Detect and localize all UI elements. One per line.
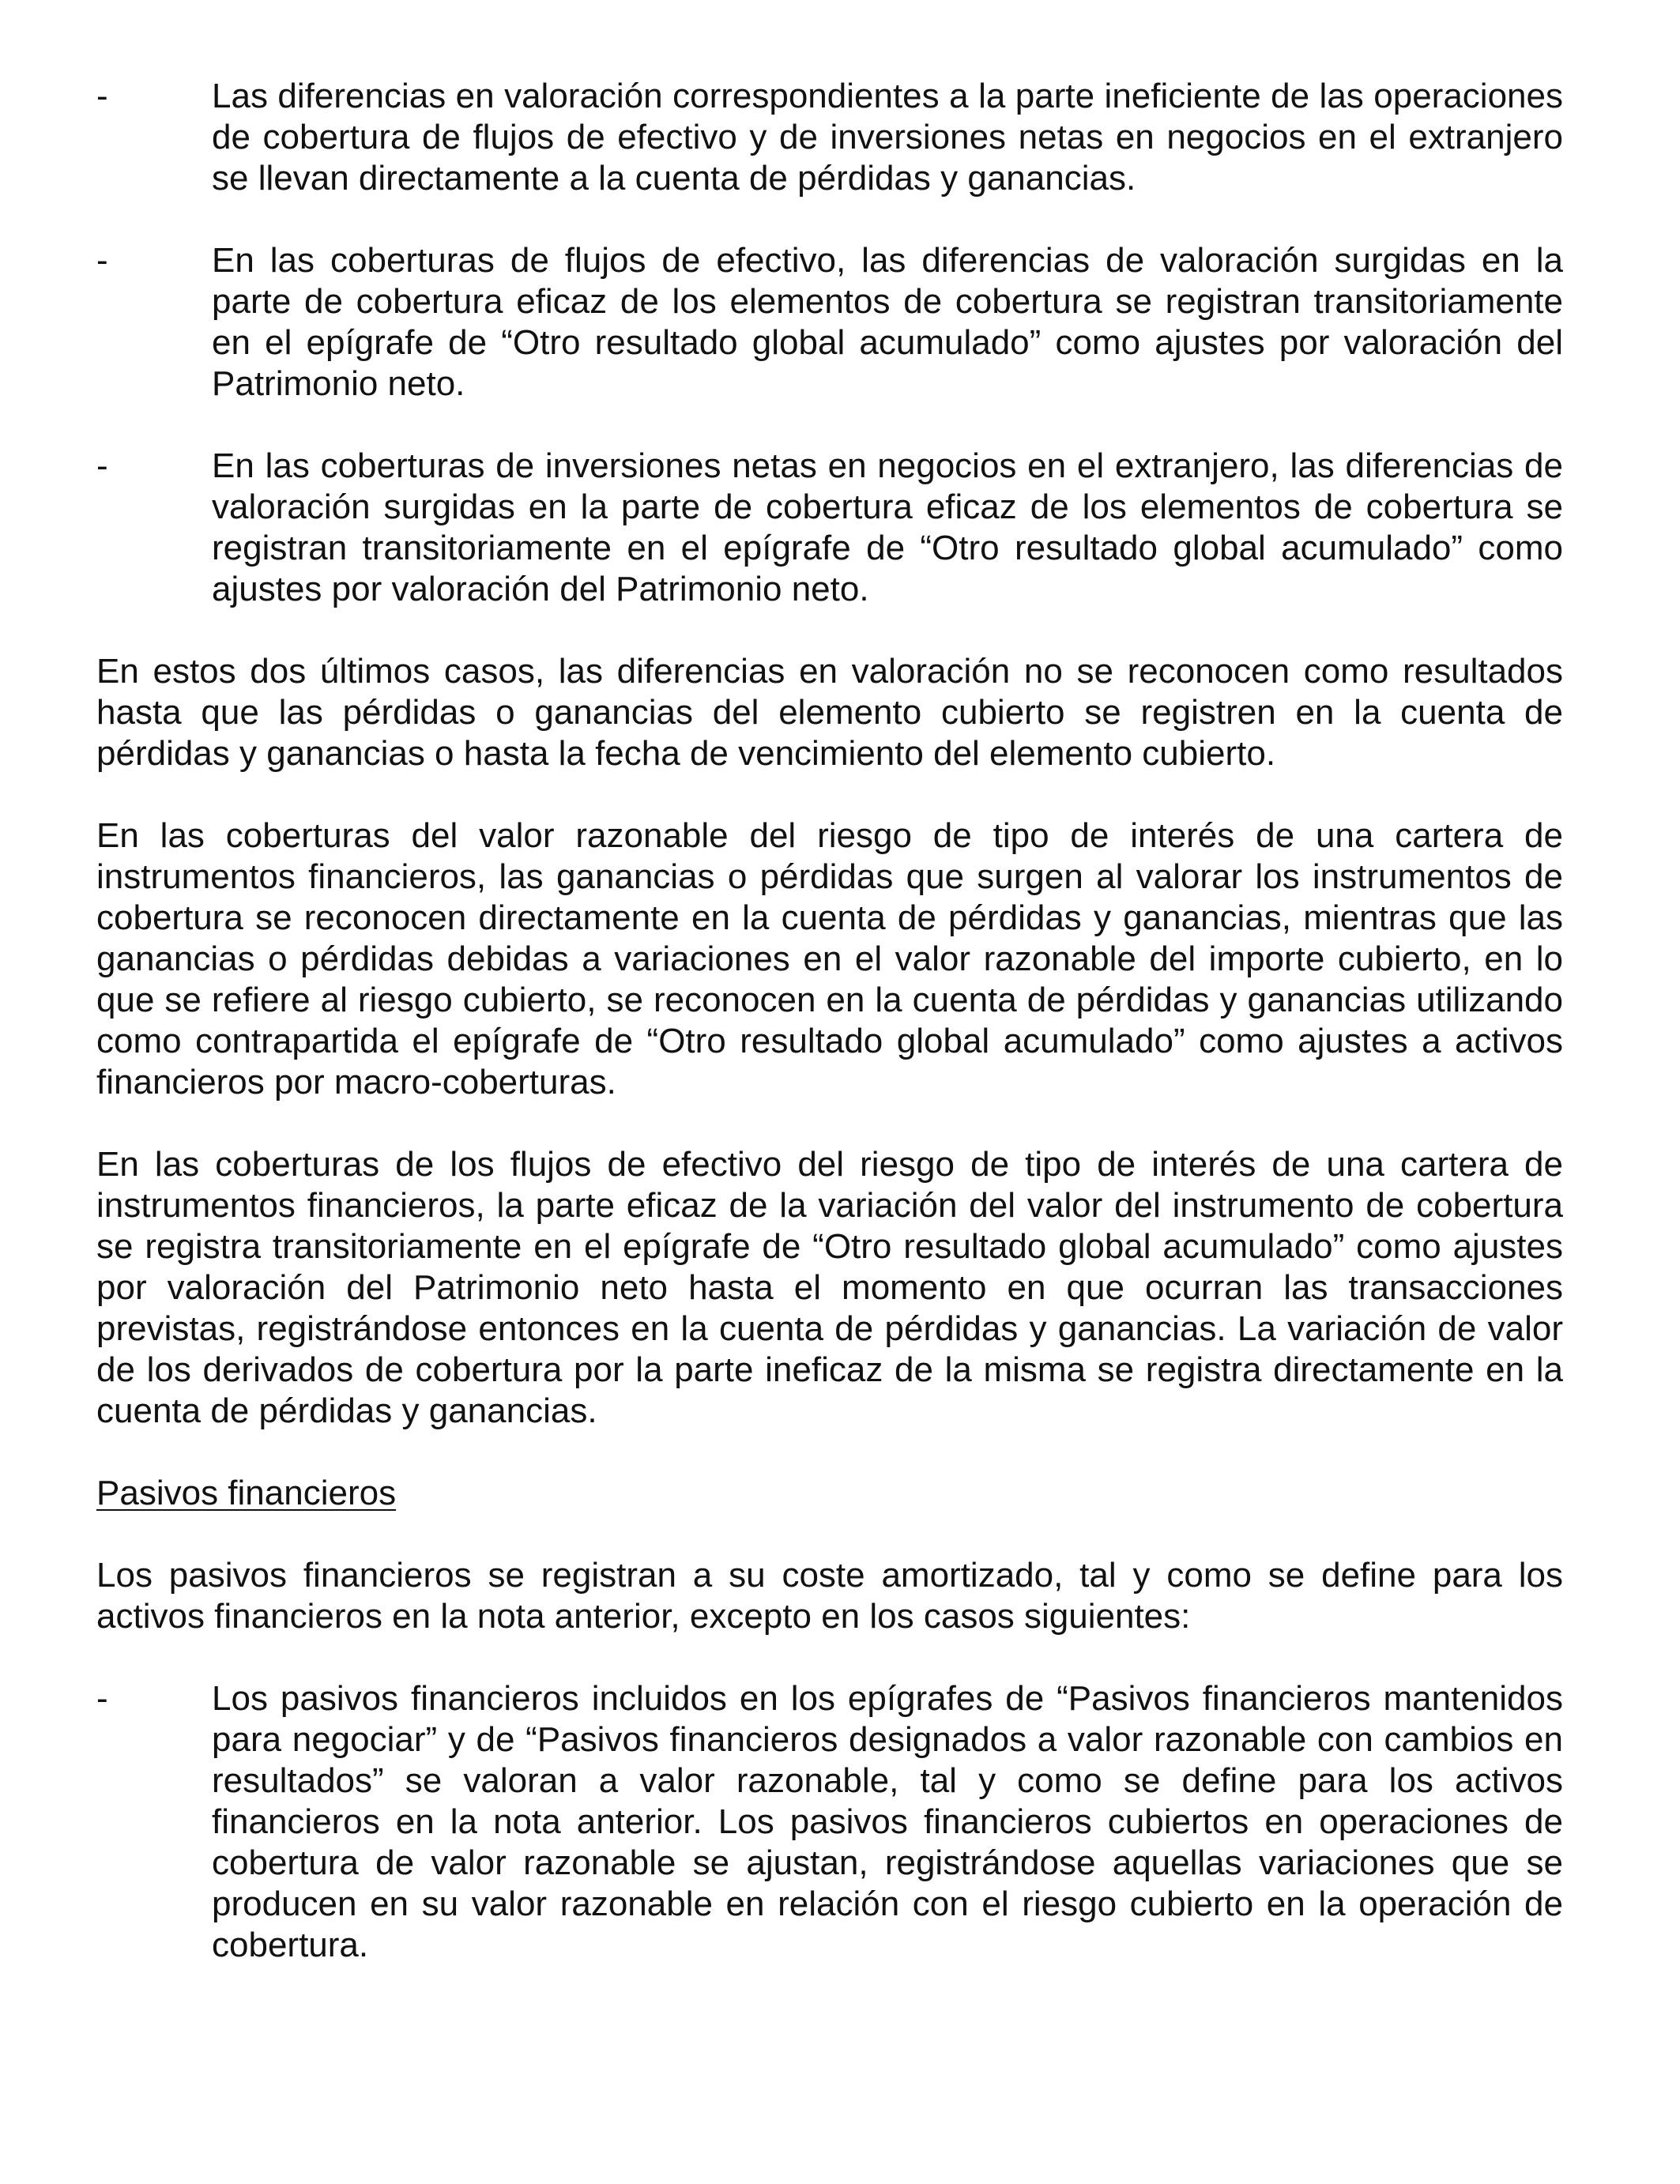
bullet-text: Las diferencias en valoración correspondientes a la parte ineficiente de las operaciones de cobertura de flujos de efectivo y de inversiones netas en negocios en el extranjero se llevan directamente a la cuenta de pérdidas y ganancias. xyxy=(212,77,1563,198)
bullet-item xyxy=(96,240,1563,405)
bullet-text: En las coberturas de inversiones netas en negocios en el extranjero, las diferencias de valoración surgidas en la parte de cobertura eficaz de los elementos de cobertura se registran transitoriamente en el epígrafe de “Otro resultado global acumulado” como ajustes por valoración del Patrimonio neto. xyxy=(212,446,1563,608)
bullet-item xyxy=(96,446,1563,610)
bullet-item xyxy=(96,76,1563,199)
bullet-dash: - xyxy=(96,241,108,280)
document-page xyxy=(96,76,1563,1966)
section-intro: Los pasivos financieros se registran a su coste amortizado, tal y como se define para los activos financieros en la nota anterior, excepto en los casos siguientes: xyxy=(96,1556,1563,1636)
paragraph: En las coberturas de los flujos de efectivo del riesgo de tipo de interés de una cartera de instrumentos financieros, la parte eficaz de la variación del valor del instrumento de cobertura se registra transitoriamente en el epígrafe de “Otro resultado global acumulado” como ajustes por valoración del Patrimonio neto hasta el momento en que ocurran las transacciones previstas, registrándose entonces en la cuenta de pérdidas y ganancias. La variación de valor de los derivados de cobertura por la parte ineficaz de la misma se registra directamente en la cuenta de pérdidas y ganancias. xyxy=(96,1145,1563,1430)
bullet-text: En las coberturas de flujos de efectivo, las diferencias de valoración surgidas en la parte de cobertura eficaz de los elementos de cobertura se registran transitoriamente en el epígrafe de “Otro resultado global acumulado” como ajustes por valoración del Patrimonio neto. xyxy=(212,241,1563,403)
section-heading: Pasivos financieros xyxy=(96,1474,397,1512)
bullet-dash: - xyxy=(96,1679,108,1718)
paragraph: En las coberturas del valor razonable del riesgo de tipo de interés de una cartera de instrumentos financieros, las ganancias o pérdidas que surgen al valorar los instrumentos de cobertura se reconocen directamente en la cuenta de pérdidas y ganancias, mientras que las ganancias o pérdidas debidas a variaciones en el valor razonable del importe cubierto, en lo que se refiere al riesgo cubierto, se reconocen en la cuenta de pérdidas y ganancias utilizando como contrapartida el epígrafe de “Otro resultado global acumulado” como ajustes a activos financieros por macro-coberturas. xyxy=(96,816,1563,1101)
bullet-text: Los pasivos financieros incluidos en los epígrafes de “Pasivos financieros mantenidos para negociar” y de “Pasivos financieros designados a valor razonable con cambios en resultados” se valoran a valor razonable, tal y como se define para los activos financieros en la nota anterior. Los pasivos financieros cubiertos en operaciones de cobertura de valor razonable se ajustan, registrándose aquellas variaciones que se producen en su valor razonable en relación con el riesgo cubierto en la operación de cobertura. xyxy=(212,1679,1563,1964)
bullet-item xyxy=(96,1678,1563,1966)
bullet-dash: - xyxy=(96,77,108,115)
paragraph: En estos dos últimos casos, las diferencias en valoración no se reconocen como resultados hasta que las pérdidas o ganancias del elemento cubierto se registren en la cuenta de pérdidas y ganancias o hasta la fecha de vencimiento del elemento cubierto. xyxy=(96,652,1563,773)
bullet-dash: - xyxy=(96,446,108,485)
